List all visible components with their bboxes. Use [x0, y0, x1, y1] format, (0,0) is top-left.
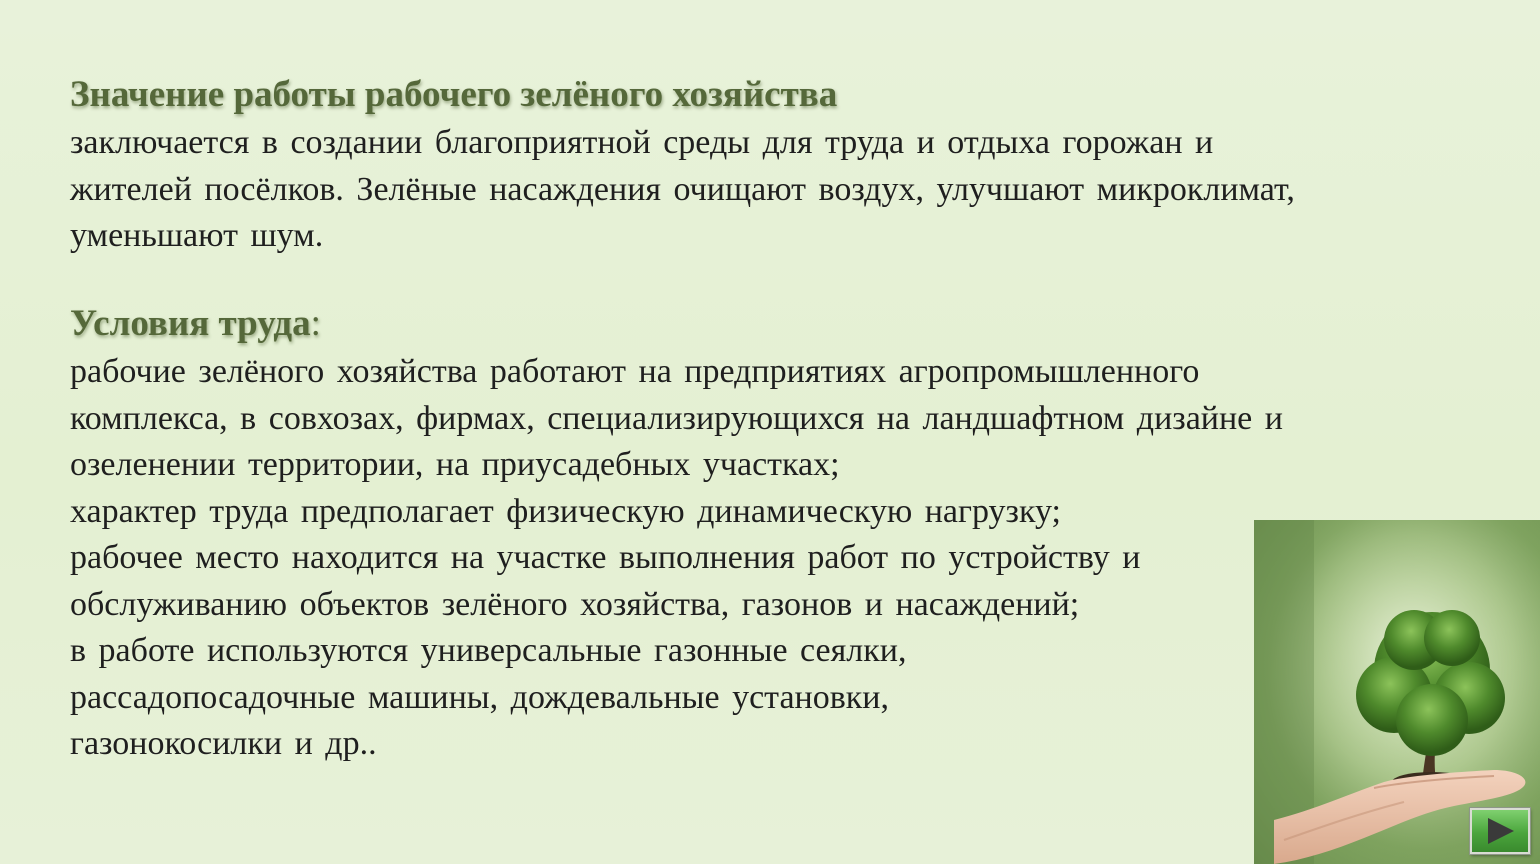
text-line: заключается в создании благоприятной среды для труда и отдыха горожан и — [70, 124, 1214, 161]
text-line: комплекса, в совхозах, фирмах, специализирующихся на ландшафтном дизайне и — [70, 399, 1283, 437]
text-line: характер труда предполагает физическую динамическую нагрузку; — [70, 492, 1061, 530]
text-line: озеленении территории, на приусадебных участках; — [70, 446, 840, 483]
section-heading-significance — [70, 76, 837, 113]
next-slide-button[interactable] — [1470, 808, 1530, 854]
text-line: жителей посёлков. Зелёные насаждения очищают воздух, улучшают микроклимат, — [70, 170, 1295, 208]
heading-text: Условия труда — [70, 303, 311, 344]
text-line: в работе используются универсальные газонные сеялки, — [70, 632, 907, 669]
play-arrow-icon — [1488, 818, 1514, 844]
significance-paragraph — [70, 120, 1295, 260]
heading-text: Значение работы рабочего зелёного хозяйства — [70, 74, 838, 115]
text-line: газонокосилки и др.. — [70, 725, 377, 762]
section-heading-working-conditions — [70, 305, 321, 342]
heading-colon: : — [310, 303, 321, 344]
text-line: уменьшают шум. — [70, 217, 324, 254]
text-line: рабочее место находится на участке выполнения работ по устройству и — [70, 539, 1141, 576]
text-line: рабочие зелёного хозяйства работают на предприятиях агропромышленного — [70, 353, 1200, 390]
text-line: рассадопосадочные машины, дождевальные установки, — [70, 678, 890, 716]
working-conditions-paragraph — [70, 349, 1283, 768]
text-line: обслуживанию объектов зелёного хозяйства, газонов и насаждений; — [70, 585, 1080, 623]
